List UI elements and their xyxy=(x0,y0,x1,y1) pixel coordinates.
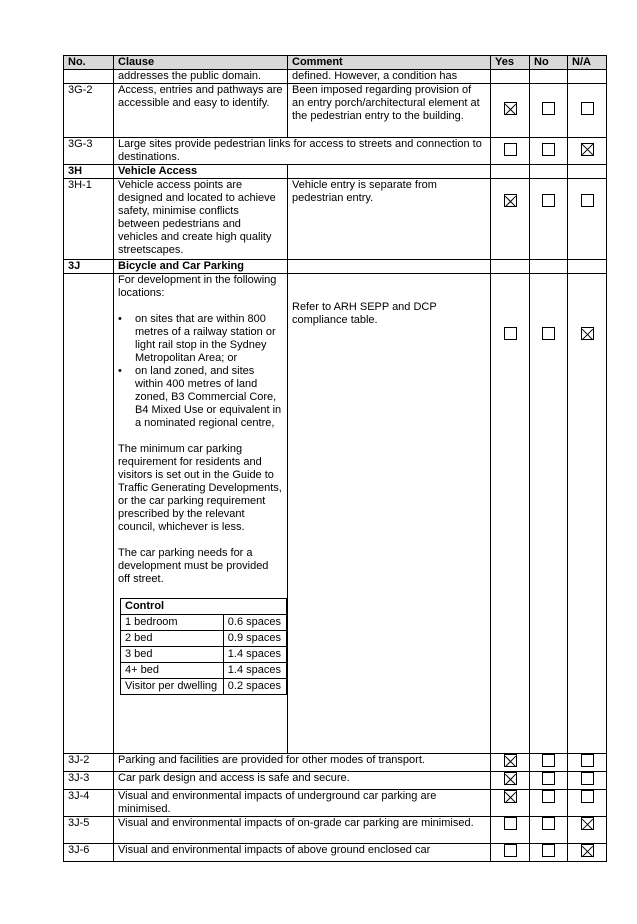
header-comment: Comment xyxy=(288,56,491,70)
yes-checkbox[interactable] xyxy=(504,754,517,767)
yes-cell xyxy=(491,70,530,84)
row-number: 3J-2 xyxy=(64,754,114,772)
na-checkbox[interactable] xyxy=(581,327,594,340)
table-row xyxy=(64,70,607,84)
header-na: N/A xyxy=(568,56,607,70)
compliance-table xyxy=(63,55,607,862)
header-clause: Clause xyxy=(114,56,288,70)
row-clause xyxy=(114,274,288,754)
yes-checkbox[interactable] xyxy=(504,817,517,830)
yes-checkbox[interactable] xyxy=(504,790,517,803)
yes-checkbox[interactable] xyxy=(504,194,517,207)
no-checkbox[interactable] xyxy=(542,772,555,785)
row-number xyxy=(64,70,114,84)
row-number: 3G-2 xyxy=(64,84,114,138)
table-row xyxy=(64,754,607,772)
bullet-item: • on land zoned, and sites within 400 metres of land zoned, B3 Commercial Core, B4 Mixed Use or equivalent in a nominated regional centre, xyxy=(118,365,282,429)
table-row xyxy=(64,790,607,817)
table-row xyxy=(64,84,607,138)
no-checkbox[interactable] xyxy=(542,817,555,830)
na-checkbox[interactable] xyxy=(581,772,594,785)
section-row xyxy=(64,165,607,179)
paragraph: The minimum car parking requirement for residents and visitors is set out in the Guide to Traffic Generating Developments, or the car parking requirement prescribed by the relevant council, whichever is less. xyxy=(118,443,282,533)
yes-checkbox[interactable] xyxy=(504,327,517,340)
na-checkbox[interactable] xyxy=(581,790,594,803)
no-checkbox[interactable] xyxy=(542,194,555,207)
row-clause: addresses the public domain. xyxy=(114,70,288,84)
yes-checkbox[interactable] xyxy=(504,102,517,115)
no-checkbox[interactable] xyxy=(542,754,555,767)
row-clause: Parking and facilities are provided for other modes of transport. xyxy=(114,754,491,772)
row-number: 3J-6 xyxy=(64,844,114,862)
section-number: 3H xyxy=(64,165,114,179)
section-title: Vehicle Access xyxy=(114,165,288,179)
table-row xyxy=(64,772,607,790)
no-checkbox[interactable] xyxy=(542,102,555,115)
control-table: Control 1 bedroom 0.6 spaces 2 bed 0.9 spaces 3 bed 1.4 spaces 4+ bed 1.4 spaces Visitor per dwelling 0.2 spaces xyxy=(120,598,287,695)
row-clause: Visual and environmental impacts of underground car parking are minimised. xyxy=(114,790,491,817)
row-clause: Visual and environmental impacts of above ground enclosed car xyxy=(114,844,491,862)
row-comment: Vehicle entry is separate from pedestrian entry. xyxy=(288,179,491,260)
section-row xyxy=(64,260,607,274)
row-clause: Large sites provide pedestrian links for access to streets and connection to destinations. xyxy=(114,138,491,165)
na-checkbox[interactable] xyxy=(581,143,594,156)
intro-text: For development in the following locations: xyxy=(118,274,277,299)
header-no-col: No xyxy=(530,56,568,70)
table-row xyxy=(64,844,607,862)
section-number: 3J xyxy=(64,260,114,274)
no-checkbox[interactable] xyxy=(542,143,555,156)
table-row xyxy=(64,817,607,844)
row-number: 3J-3 xyxy=(64,772,114,790)
na-checkbox[interactable] xyxy=(581,817,594,830)
row-comment: Refer to ARH SEPP and DCP compliance table. xyxy=(288,274,491,754)
row-number: 3J-4 xyxy=(64,790,114,817)
na-checkbox[interactable] xyxy=(581,194,594,207)
row-clause: Visual and environmental impacts of on-grade car parking are minimised. xyxy=(114,817,491,844)
yes-checkbox[interactable] xyxy=(504,143,517,156)
na-checkbox[interactable] xyxy=(581,844,594,857)
header-row xyxy=(64,56,607,70)
row-clause: Vehicle access points are designed and located to achieve safety, minimise conflicts between pedestrians and vehicles and create high quality streetscapes. xyxy=(114,179,288,260)
no-checkbox[interactable] xyxy=(542,790,555,803)
table-row xyxy=(64,274,607,754)
row-comment: Been imposed regarding provision of an entry porch/architectural element at the pedestrian entry to the building. xyxy=(288,84,491,138)
paragraph: The car parking needs for a development must be provided off street. xyxy=(118,547,269,585)
na-cell xyxy=(568,70,607,84)
section-title: Bicycle and Car Parking xyxy=(114,260,288,274)
control-title: Control xyxy=(121,599,287,615)
header-no: No. xyxy=(64,56,114,70)
row-number xyxy=(64,274,114,754)
bullet-item: • on sites that are within 800 metres of a railway station or light rail stop in the Sydney Metropolitan Area; or xyxy=(118,313,276,364)
row-number: 3H-1 xyxy=(64,179,114,260)
no-checkbox[interactable] xyxy=(542,327,555,340)
na-checkbox[interactable] xyxy=(581,102,594,115)
yes-checkbox[interactable] xyxy=(504,844,517,857)
row-clause: Car park design and access is safe and secure. xyxy=(114,772,491,790)
row-clause: Access, entries and pathways are accessible and easy to identify. xyxy=(114,84,288,138)
na-checkbox[interactable] xyxy=(581,754,594,767)
table-row xyxy=(64,138,607,165)
row-number: 3G-3 xyxy=(64,138,114,165)
row-comment: defined. However, a condition has xyxy=(288,70,491,84)
no-cell xyxy=(530,70,568,84)
yes-checkbox[interactable] xyxy=(504,772,517,785)
row-number: 3J-5 xyxy=(64,817,114,844)
header-yes: Yes xyxy=(491,56,530,70)
no-checkbox[interactable] xyxy=(542,844,555,857)
table-row xyxy=(64,179,607,260)
